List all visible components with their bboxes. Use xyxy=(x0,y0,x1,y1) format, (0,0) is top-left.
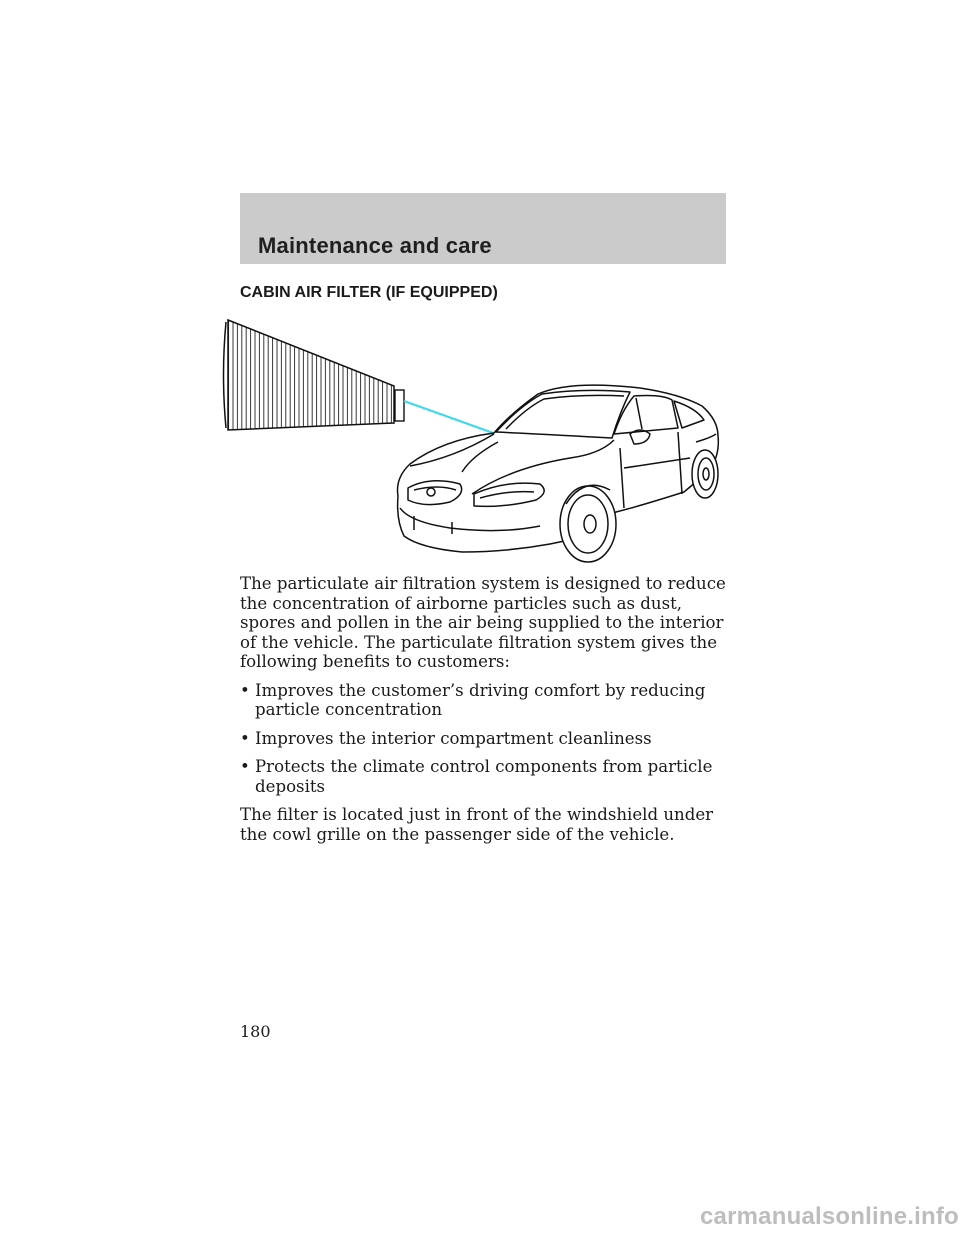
body-text xyxy=(240,574,730,853)
leader-line xyxy=(404,401,496,434)
list-item xyxy=(240,729,730,749)
chapter-title: Maintenance and care xyxy=(258,233,492,258)
benefit-text: Improves the interior compartment cleanliness xyxy=(255,728,652,748)
list-item xyxy=(240,757,730,796)
list-item xyxy=(240,681,730,720)
page-number: 180 xyxy=(240,1022,271,1041)
benefit-text: Protects the climate control components from particle deposits xyxy=(255,757,713,796)
bullet-marker: • xyxy=(240,757,250,776)
watermark: carmanualsonline.info xyxy=(700,1203,959,1230)
benefit-text: Improves the customer’s driving comfort by reducing particle concentration xyxy=(255,680,706,719)
filter-element xyxy=(224,320,405,430)
section-title: CABIN AIR FILTER (IF EQUIPPED) xyxy=(240,284,498,301)
location-paragraph: The filter is located just in front of the windshield under the cowl grille on the passenger side of the vehicle. xyxy=(240,805,714,844)
section-header-band xyxy=(240,193,726,264)
bullet-marker: • xyxy=(240,728,250,748)
benefit-list xyxy=(240,681,730,797)
cabin-air-filter-illustration xyxy=(210,308,730,570)
intro-paragraph: The particulate air filtration system is designed to reduce the concentration of airborne particles such as dust, spores and pollen in the air being supplied to the interior of the vehicle. The particulate filtration system gives the following benefits to customers: xyxy=(240,574,726,671)
car-illustration xyxy=(398,385,719,562)
bullet-marker: • xyxy=(240,680,250,700)
